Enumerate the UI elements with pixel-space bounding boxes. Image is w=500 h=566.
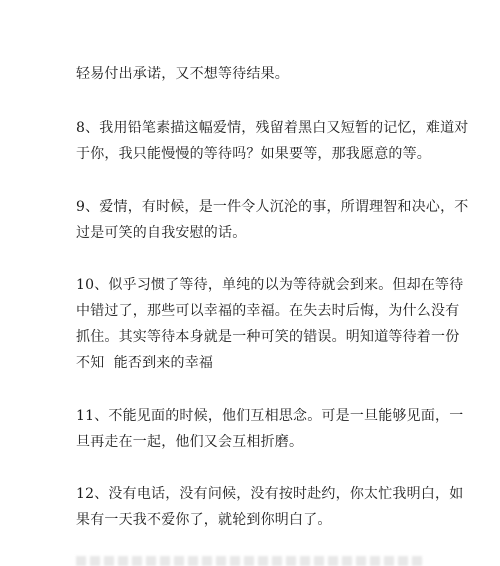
text-line: 8、我用铅笔素描这幅爱情，残留着黑白又短暂的记忆，难道对 xyxy=(76,120,469,136)
paragraph-item-11 xyxy=(76,403,464,455)
paragraph-item-9 xyxy=(76,194,469,246)
text-line: 旦再走在一起，他们又会互相折磨。 xyxy=(76,434,304,450)
text-line: 轻易付出承诺，又不想等待结果。 xyxy=(76,66,289,82)
text-line: 中错过了，那些可以幸福的幸福。在失去时后悔，为什么没有 xyxy=(76,303,460,319)
text-line: 果有一天我不爱你了，就轮到你明白了。 xyxy=(76,512,332,528)
text-line: 12、没有电话，没有问候，没有按时赴约，你太忙我明白，如 xyxy=(76,486,464,502)
paragraph-item-12 xyxy=(76,481,464,533)
text-line: 过是可笑的自我安慰的话。 xyxy=(76,225,247,241)
paragraph-item-8 xyxy=(76,115,469,167)
cut-off-text-line xyxy=(76,556,426,566)
text-line: 9、爱情，有时候，是一件令人沉沦的事，所谓理智和决心，不 xyxy=(76,199,469,215)
text-line: 10、似乎习惯了等待，单纯的以为等待就会到来。但却在等待 xyxy=(76,277,464,293)
text-line: 不知 能否到来的幸福 xyxy=(76,355,214,371)
text-line: 11、不能见面的时候，他们互相思念。可是一旦能够见面，一 xyxy=(76,408,464,424)
paragraph-fragment xyxy=(76,61,426,87)
text-line: 于你，我只能慢慢的等待吗？如果要等，那我愿意的等。 xyxy=(76,146,431,162)
text-line: 抓住。其实等待本身就是一种可笑的错误。明知道等待着一份 xyxy=(76,329,460,345)
paragraph-item-10 xyxy=(76,272,464,376)
